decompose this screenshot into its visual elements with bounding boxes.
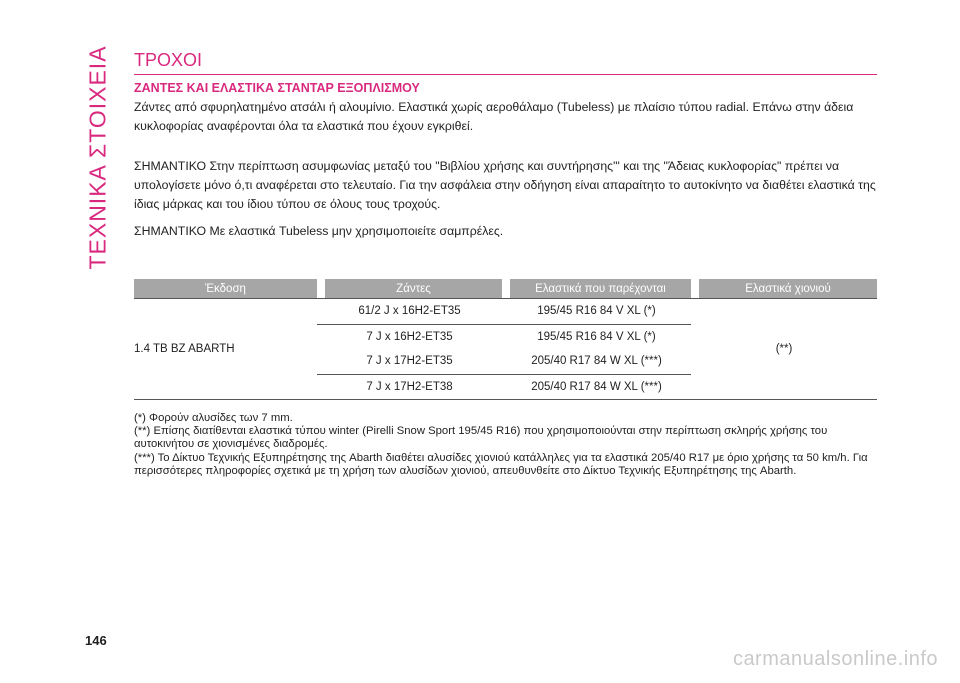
title-divider [134, 74, 877, 75]
snow-tyre-cell: (**) [691, 298, 877, 400]
header-version: Έκδοση [134, 279, 317, 298]
chapter-side-title-text: ΤΕΧΝΙΚΑ ΣΤΟΙΧΕΙΑ [84, 45, 111, 270]
page-number: 146 [85, 633, 107, 648]
rim-cell: 61/2 J x 16H2-ET35 [317, 298, 502, 325]
tyre-cell: 205/40 R17 84 W XL (***) [502, 349, 691, 375]
footnote-snow-chains: (***) Το Δίκτυο Τεχνικής Εξυπηρέτησης της Abarth διαθέτει αλυσίδες χιονιού κατάλληλες για τα ελαστικά 205/40 R17 με όριο χρήσης τα 50 km/h. Για περισσότερες πληροφορίες σχετικά με τη χρήση των αλυσίδων χιονιού, απευθυνθείτε στο Δίκτυο Τεχνικής Εξυπηρέτησης της Abarth. [134, 451, 868, 477]
table-row [134, 298, 877, 325]
rim-cell: 7 J x 17H2-ET38 [317, 375, 502, 401]
tyre-cell: 195/45 R16 84 V XL (*) [502, 298, 691, 325]
header-tyres: Ελαστικά που παρέχονται [502, 279, 691, 298]
table-footnotes [134, 412, 879, 478]
version-cell: 1.4 TB BZ ABARTH [134, 298, 317, 400]
subsection-title: ΖΑΝΤΕΣ ΚΑΙ ΕΛΑΣΤΙΚΑ ΣΤΑΝΤΑΡ ΕΞΟΠΛΙΣΜΟΥ [134, 81, 420, 95]
tyre-cell: 195/45 R16 84 V XL (*) [537, 330, 656, 343]
table-header-row [134, 279, 877, 298]
wheels-tyres-table [134, 279, 877, 400]
rim-cell: 7 J x 16H2-ET35 [366, 330, 453, 343]
footnote-chains: (*) Φορούν αλυσίδες των 7 mm. [134, 412, 293, 424]
header-rims: Ζάντες [317, 279, 502, 298]
chapter-side-title [76, 45, 120, 270]
footnote-winter-tyres: (**) Επίσης διατίθενται ελαστικά τύπου winter (Pirelli Snow Sport 195/45 R16) που χρησιμοποιούνται στην περίπτωση σκληρής χρήσης του αυτοκινήτου σε χιονισμένες διαδρομές. [134, 425, 828, 451]
important-note-registration: ΣΗΜΑΝΤΙΚΟ Στην περίπτωση ασυμφωνίας μεταξύ του "Βιβλίου χρήσης και συντήρησης"' και της "Άδειας κυκλοφορίας" πρέπει να υπολογίσετε μόνο ό,τι αναφέρεται στο τελευταίο. Για την ασφάλεια στην οδήγηση είναι απαραίτητο το αυτοκίνητο να διαθέτει ελαστικά της ίδιας μάρκας και του ίδιου τύπου σε όλους τους τροχούς. [134, 159, 876, 211]
intro-paragraph: Ζάντες από σφυρηλατημένο ατσάλι ή αλουμίνιο. Ελαστικά χωρίς αεροθάλαμο (Tubeless) με πλαίσιο τύπου radial. Επάνω στην άδεια κυκλοφορίας αναφέρονται όλα τα ελαστικά που έχουν εγκριθεί. [134, 100, 854, 133]
section-title: ΤΡΟΧΟΙ [134, 50, 203, 70]
tyre-cell: 205/40 R17 84 W XL (***) [502, 375, 691, 401]
rim-cell: 7 J x 17H2-ET35 [317, 349, 502, 375]
header-snow-tyres: Ελαστικά χιονιού [691, 279, 877, 298]
watermark: carmanualsonline.info [732, 648, 938, 670]
important-note-tubeless: ΣΗΜΑΝΤΙΚΟ Με ελαστικά Tubeless μην χρησιμοποιείτε σαμπρέλες. [134, 224, 504, 238]
